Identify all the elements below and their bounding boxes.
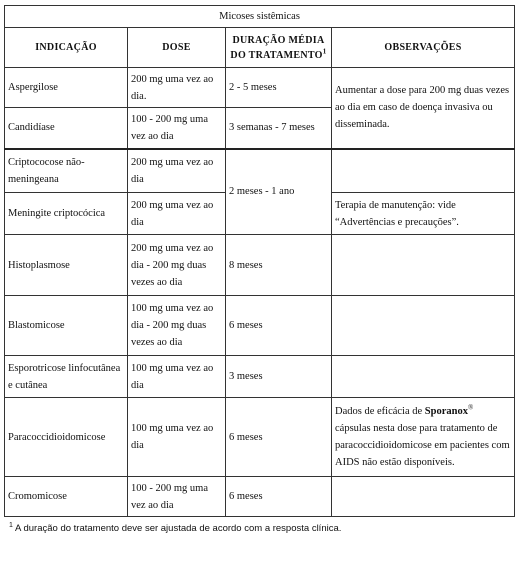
obs-text-pre: Dados de eficácia de xyxy=(335,406,425,417)
cell-duracao: 3 semanas - 7 meses xyxy=(226,108,332,149)
table-row-histoplasmose xyxy=(5,235,515,296)
cell-dose: 200 mg uma vez ao dia - 200 mg duas vezes ao dia xyxy=(128,235,226,296)
cell-dose: 200 mg uma vez ao dia xyxy=(128,149,226,193)
cell-indicacao: Histoplasmose xyxy=(5,235,128,296)
cell-dose: 200 mg uma vez ao dia xyxy=(128,193,226,235)
cell-observacoes xyxy=(332,398,515,477)
obs-brand-name: Sporanox xyxy=(424,406,468,417)
table-row-blastomicose xyxy=(5,296,515,356)
header-indicacao: INDICAÇÃO xyxy=(5,28,128,68)
cell-observacoes xyxy=(332,235,515,296)
table-row-cromomicose xyxy=(5,477,515,517)
cell-duracao: 6 meses xyxy=(226,296,332,356)
cell-observacoes xyxy=(332,477,515,517)
cell-dose: 100 - 200 mg uma vez ao dia xyxy=(128,477,226,517)
cell-observacoes: Aumentar a dose para 200 mg duas vezes ao dia em caso de doença invasiva ou disseminada. xyxy=(332,68,515,149)
cell-observacoes: Terapia de manutenção: vide “Advertências e precauções”. xyxy=(332,193,515,235)
header-duracao xyxy=(226,28,332,68)
obs-text-post: cápsulas nesta dose para tratamento de paracoccidioidomicose em pacientes com AIDS não estão disponíveis. xyxy=(335,423,510,468)
cell-dose: 200 mg uma vez ao dia. xyxy=(128,68,226,108)
cell-duracao: 3 meses xyxy=(226,356,332,398)
table-caption: Micoses sistêmicas xyxy=(5,6,515,28)
cell-indicacao: Candidíase xyxy=(5,108,128,149)
cell-indicacao: Esporotricose linfocutânea e cutânea xyxy=(5,356,128,398)
cell-observacoes xyxy=(332,296,515,356)
cell-dose: 100 mg uma vez ao dia xyxy=(128,398,226,477)
cell-dose: 100 mg uma vez ao dia xyxy=(128,356,226,398)
table-row-esporotricose xyxy=(5,356,515,398)
cell-observacoes xyxy=(332,149,515,193)
cell-observacoes xyxy=(332,356,515,398)
header-dose: DOSE xyxy=(128,28,226,68)
table-row-aspergilose xyxy=(5,68,515,108)
header-duracao-footnote-marker: 1 xyxy=(322,47,327,56)
obs-registered-mark: ® xyxy=(467,403,474,412)
cell-duracao: 8 meses xyxy=(226,235,332,296)
cell-duracao: 6 meses xyxy=(226,398,332,477)
table-row-paracoccidioidomicose xyxy=(5,398,515,477)
table-footnote xyxy=(9,523,341,534)
cell-duracao: 2 meses - 1 ano xyxy=(226,149,332,235)
cell-indicacao: Criptococose não-meningeana xyxy=(5,149,128,193)
cell-indicacao: Blastomicose xyxy=(5,296,128,356)
cell-duracao: 2 - 5 meses xyxy=(226,68,332,108)
table-row-criptococose xyxy=(5,149,515,193)
systemic-mycoses-table xyxy=(4,5,515,517)
cell-indicacao: Meningite criptocócica xyxy=(5,193,128,235)
footnote-text: A duração do tratamento deve ser ajustada de acordo com a resposta clínica. xyxy=(12,523,342,534)
cell-indicacao: Cromomicose xyxy=(5,477,128,517)
cell-indicacao: Aspergilose xyxy=(5,68,128,108)
cell-dose: 100 mg uma vez ao dia - 200 mg duas vezes ao dia xyxy=(128,296,226,356)
cell-duracao: 6 meses xyxy=(226,477,332,517)
cell-dose: 100 - 200 mg uma vez ao dia xyxy=(128,108,226,149)
header-observacoes: OBSERVAÇÕES xyxy=(332,28,515,68)
header-duracao-label: DURAÇÃO MÉDIA DO TRATAMENTO xyxy=(230,34,325,61)
cell-indicacao: Paracoccidioidomicose xyxy=(5,398,128,477)
footnote-marker: 1 xyxy=(9,521,13,529)
